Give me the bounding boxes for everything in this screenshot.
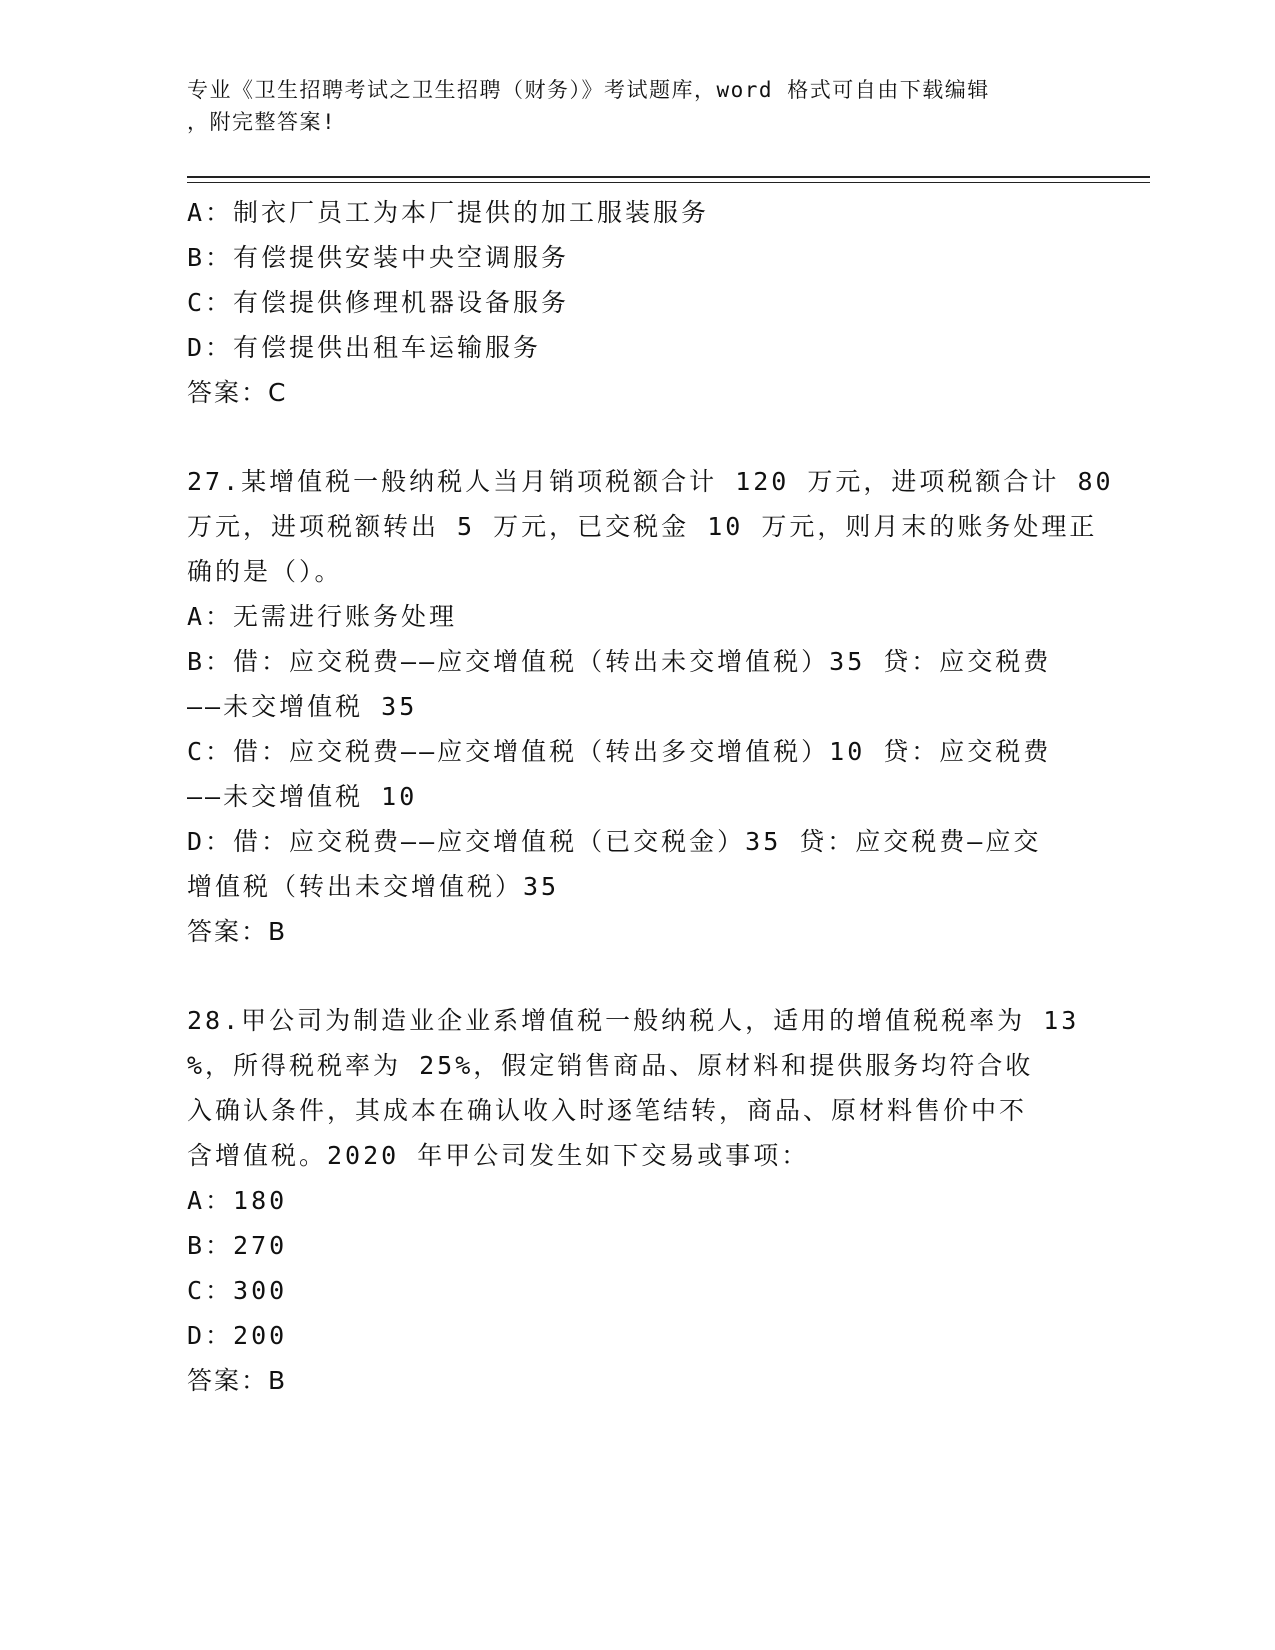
- q26-option-c: C：有偿提供修理机器设备服务: [187, 288, 570, 317]
- q28-option-b: B：270: [187, 1231, 288, 1260]
- q28-answer: 答案：B: [187, 1366, 288, 1395]
- header-divider-thick: [187, 176, 1150, 178]
- q27-stem-line-3: 确的是（）。: [187, 557, 343, 586]
- q28-option-c: C：300: [187, 1276, 288, 1305]
- q27-option-d-line-1: D：借：应交税费——应交增值税（已交税金）35 贷：应交税费—应交: [187, 827, 1042, 856]
- header-line-2: ，附完整答案!: [187, 110, 337, 134]
- q26-option-d: D：有偿提供出租车运输服务: [187, 333, 542, 362]
- q28-option-d: D：200: [187, 1321, 288, 1350]
- q27-option-b-line-1: B：借：应交税费——应交增值税（转出未交增值税）35 贷：应交税费: [187, 647, 1052, 676]
- header-divider-thin: [187, 182, 1150, 183]
- question-26-block: [187, 190, 1087, 415]
- q27-option-a: A：无需进行账务处理: [187, 602, 458, 631]
- q28-stem-line-2: %，所得税税率为 25%，假定销售商品、原材料和提供服务均符合收: [187, 1051, 1034, 1080]
- q27-option-c-line-2: ——未交增值税 10: [187, 782, 418, 811]
- q28-stem-line-3: 入确认条件，其成本在确认收入时逐笔结转，商品、原材料售价中不: [187, 1096, 1028, 1125]
- q28-option-a: A：180: [187, 1186, 288, 1215]
- q27-option-d-line-2: 增值税（转出未交增值税）35: [187, 872, 560, 901]
- question-spacer: [187, 954, 1087, 998]
- header-line-1: 专业《卫生招聘考试之卫生招聘（财务）》考试题库，word 格式可自由下载编辑: [187, 78, 990, 102]
- document-header: [187, 74, 1087, 138]
- q26-answer: 答案：C: [187, 378, 288, 407]
- question-27-block: [187, 459, 1114, 954]
- q28-stem-line-1: 28.甲公司为制造业企业系增值税一般纳税人，适用的增值税税率为 13: [187, 1006, 1080, 1035]
- q28-stem-line-4: 含增值税。2020 年甲公司发生如下交易或事项：: [187, 1141, 810, 1170]
- q26-option-b: B：有偿提供安装中央空调服务: [187, 243, 570, 272]
- q27-answer: 答案：B: [187, 917, 288, 946]
- q27-stem-line-2: 万元，进项税额转出 5 万元，已交税金 10 万元，则月末的账务处理正: [187, 512, 1098, 541]
- q27-option-c-line-1: C：借：应交税费——应交增值税（转出多交增值税）10 贷：应交税费: [187, 737, 1052, 766]
- question-28-block: [187, 998, 1087, 1403]
- q26-option-a: A：制衣厂员工为本厂提供的加工服装服务: [187, 198, 710, 227]
- q27-stem-line-1: 27.某增值税一般纳税人当月销项税额合计 120 万元，进项税额合计 80: [187, 467, 1114, 496]
- question-content: [187, 190, 1114, 1403]
- question-spacer: [187, 415, 1087, 459]
- q27-option-b-line-2: ——未交增值税 35: [187, 692, 418, 721]
